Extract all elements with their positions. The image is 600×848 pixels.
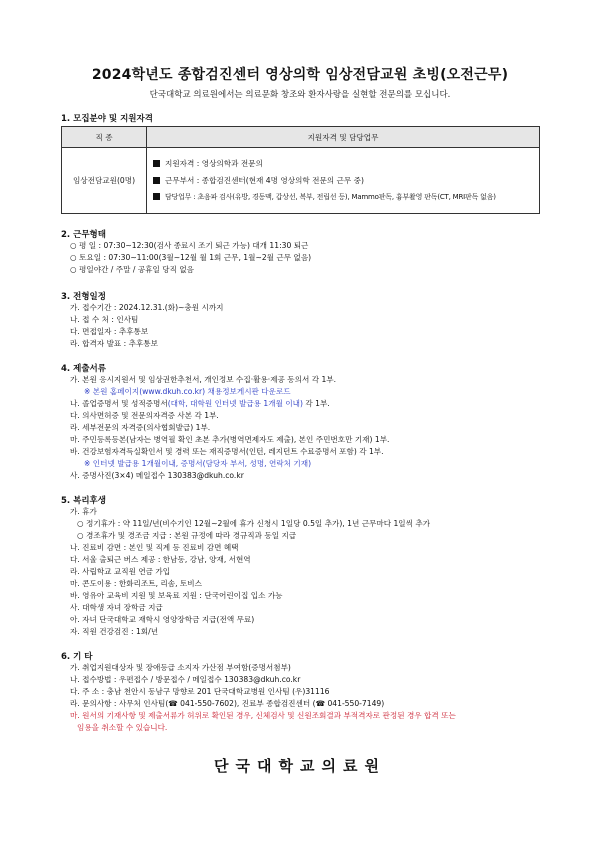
square-bullet-icon [153,160,160,167]
duty-item: 담당업무 : 초음파 검사(유방, 경동맥, 갑상선, 복부, 전립선 등), Mammo판독, 흉부촬영 판독(CT, MRI판독 없음) [153,189,533,206]
section6-title: 6. 기 타 [61,652,93,662]
benefit-medical: 나. 진료비 감면 : 본인 및 직계 등 진료비 감면 혜택 [70,543,239,552]
benefit-regular-leave: ○ 정기휴가 : 약 11일/년(비수기인 12월~2월에 휴가 신청시 1일당 0.5일 추가), 1년 근무마다 1일씩 추가 [77,519,431,528]
table-row [62,148,540,214]
section5-title: 5. 복리후생 [61,496,106,506]
benefit-checkup: 자. 직원 건강검진 : 1회/년 [70,627,159,636]
schedule-interview: 다. 면접일자 : 추후통보 [70,327,149,336]
work-weekday: ○ 평 일 : 07:30~12:30(검사 종료시 조기 퇴근 가능) 대개 11:30 퇴근 [70,241,309,250]
etc-warning: 마. 원서의 기재사항 및 제출서류가 허위로 확인된 경우, 신체검사 및 신원조회결과 부적격자로 판정된 경우 합격 또는 [70,711,456,720]
section4-title: 4. 제출서류 [61,364,106,374]
benefit-dku-scholarship: 아. 자녀 단국대학교 재학시 영양장학금 지급(전액 무료) [70,615,255,624]
etc-submission: 나. 접수방법 : 우편접수 / 방문접수 / 메일접수 130383@dkuh.co.kr [70,675,301,684]
duty-item: 지원자격 : 영상의학과 전문의 [153,155,533,172]
table-header-row [62,127,540,148]
docs-application: 가. 본원 응시지원서 및 임상권한추천서, 개인정보 수집·활용·제공 동의서 각 1부. [70,375,337,384]
section3-title: 3. 전형일정 [61,292,106,302]
work-saturday: ○ 토요일 : 07:30~11:00(3월~12월 월 1회 근무, 1월~2월 근무 없음) [70,253,312,262]
square-bullet-icon [153,177,160,184]
benefit-condo: 마. 콘도이용 : 한화리조트, 리솜, 토비스 [70,579,202,588]
docs-insurance: 바. 건강보험자격득실확인서 및 경력 또는 재직증명서(인턴, 레지던트 수료증명서 포함) 각 1부. [70,447,384,456]
telephone-icon: ☎ [168,699,178,708]
schedule-office: 나. 접 수 처 : 인사팀 [70,315,139,324]
section2-title: 2. 근무형태 [61,230,106,240]
schedule-announcement: 라. 합격자 발표 : 추후통보 [70,339,158,348]
schedule-period: 가. 접수기간 : 2024.12.31.(화)~충원 시까지 [70,303,224,312]
benefit-bus: 다. 서울 출퇴근 버스 제공 : 한남동, 강남, 양재, 서현역 [70,555,251,564]
column-header-role: 직 종 [62,127,147,148]
duty-item: 근무부서 : 종합검진센터(현재 4명 영상의학 전문의 근무 중) [153,172,533,189]
etc-bonus: 가. 취업지원대상자 및 장애등급 소지자 가산점 부여함(증명서첨부) [70,663,291,672]
duty-cell [147,148,540,214]
benefit-pension: 라. 사립학교 교직원 연금 가입 [70,567,171,576]
telephone-icon: ☎ [315,699,326,708]
benefit-childcare: 바. 영유아 교육비 지원 및 보육료 지원 : 단국어린이집 입소 가능 [70,591,283,600]
recruitment-table [61,126,540,214]
docs-certificate-note: ※ 인터넷 발급용 1개월이내, 증명서(담당자 부서, 성명, 연락처 기재) [84,459,312,468]
etc-warning-cont: 임용을 취소할 수 있습니다. [77,723,168,732]
page-subtitle: 단국대학교 의료원에서는 의료문화 창조와 환자사랑을 실현할 전문의를 모십니다. [149,90,451,100]
docs-transcript: 나. 졸업증명서 및 성적증명서(대학, 대학원 인터넷 발급용 1개월 이내) 각 1부. [70,399,330,408]
role-cell: 임상전담교원(0명) [62,148,147,214]
docs-subspecialty: 라. 세부전문의 자격증(의사협회발급) 1부. [70,423,211,432]
column-header-duty: 지원자격 및 담당업무 [147,127,540,148]
section1-title: 1. 모집분야 및 지원자격 [61,114,153,124]
square-bullet-icon [153,193,160,200]
benefit-vacation: 가. 휴가 [70,507,97,516]
docs-download-note[interactable]: ※ 본원 홈페이지(www.dkuh.co.kr) 채용정보게시판 다운로드 [84,387,291,396]
benefit-family-leave: ○ 경조휴가 및 경조금 지급 : 본원 규정에 따라 경규직과 동일 지급 [77,531,297,540]
etc-contact: 라. 문의사항 : 사무처 인사팀(☎ 041-550-7602), 진료부 종합검진센터 (☎ 041-550-7149) [70,699,385,708]
work-no-duty: ○ 평일야간 / 주말 / 공휴일 당직 없음 [70,265,195,274]
etc-address: 다. 주 소 : 충남 천안시 동남구 망향로 201 단국대학교병원 인사팀 (우)31116 [70,687,330,696]
benefit-scholarship: 사. 대학생 자녀 장학금 지급 [70,603,163,612]
docs-photo: 사. 증명사진(3×4) 메일접수 130383@dkuh.co.kr [70,471,244,480]
docs-license: 다. 의사면허증 및 전문의자격증 사본 각 1부. [70,411,219,420]
footer-organization: 단국대학교의료원 [214,757,386,775]
docs-resident-register: 마. 주민등록등본(남자는 병역필 확인 초본 추가(병역면제자도 제출), 본인 주민번호만 기재) 1부. [70,435,390,444]
page-title: 2024학년도 종합검진센터 영상의학 임상전담교원 초빙(오전근무) [91,67,509,83]
